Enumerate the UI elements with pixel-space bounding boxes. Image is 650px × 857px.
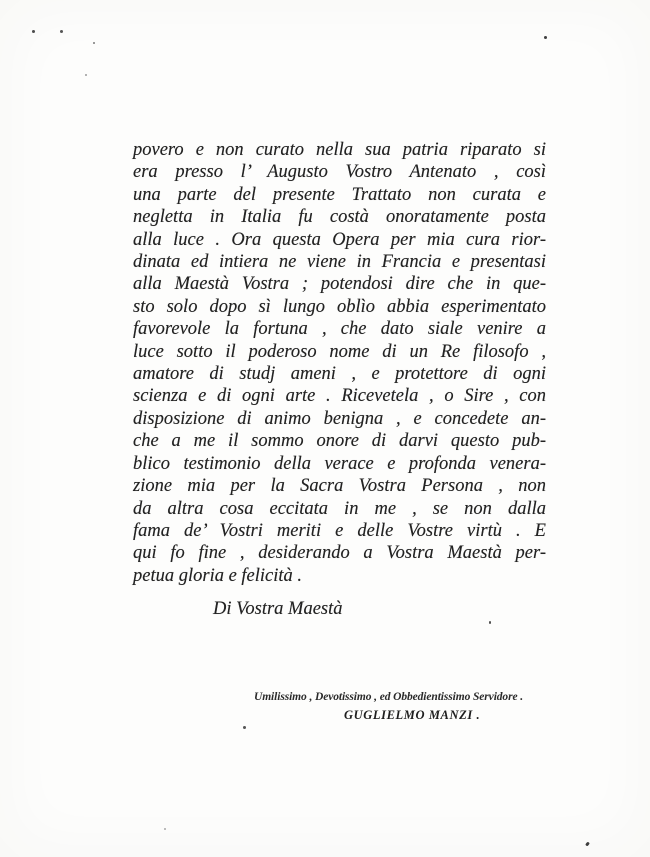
text-line: luce sotto il poderoso nome di un Re filosofo , xyxy=(133,341,546,362)
text-line: favorevole la fortuna , che dato siale venire a xyxy=(133,319,546,340)
ink-speck xyxy=(489,621,491,624)
text-line: qui fo fine , desiderando a Vostra Maestà per- xyxy=(133,543,546,564)
text-line: alla Maestà Vostra ; potendosi dire che in que- xyxy=(133,274,546,295)
text-line: zione mia per la Sacra Vostra Persona , non xyxy=(133,476,546,497)
text-line: dinata ed intiera ne viene in Francia e presentasi xyxy=(133,252,546,273)
text-line: amatore di studj ameni , e protettore di ogni xyxy=(133,364,546,385)
ink-speck xyxy=(544,36,547,39)
text-line: blico testimonio della verace e profonda venera- xyxy=(133,453,546,474)
text-line: povero e non curato nella sua patria riparato si xyxy=(133,140,546,160)
text-line: negletta in Italia fu costà onoratamente posta xyxy=(133,207,546,228)
ink-speck xyxy=(32,30,35,33)
ink-speck xyxy=(60,30,63,33)
text-line: una parte del presente Trattato non curata e xyxy=(133,184,546,205)
ink-speck xyxy=(243,726,246,729)
text-line: scienza e di ogni arte . Ricevetela , o Sire , con xyxy=(133,386,546,407)
ink-speck xyxy=(585,842,590,847)
text-line: fama de’ Vostri meriti e delle Vostre virtù . E xyxy=(133,520,546,541)
text-line: alla luce . Ora questa Opera per mia cura rior- xyxy=(133,229,546,250)
text-line: era presso l’ Augusto Vostro Antenato , così xyxy=(133,162,546,183)
text-line: da altra cosa eccitata in me , se non dalla xyxy=(133,498,546,519)
ink-speck xyxy=(164,828,166,830)
dedication-body-text xyxy=(133,139,546,587)
signature-role-line: Umilissimo , Devotissimo , ed Obbedientissimo Servidore . xyxy=(254,691,524,703)
salutation-line: Di Vostra Maestà xyxy=(213,599,343,619)
text-line: sto solo dopo sì lungo oblìo abbia esperimentato xyxy=(133,296,546,317)
text-line: petua gloria e felicità . xyxy=(133,565,303,586)
ink-speck xyxy=(85,74,87,76)
text-line: disposizione di animo benigna , e concedete an- xyxy=(133,408,546,429)
text-line: che a me il sommo onore di darvi questo pub- xyxy=(133,431,546,452)
signature-name-line: GUGLIELMO MANZI . xyxy=(344,708,481,722)
ink-speck xyxy=(93,42,95,44)
